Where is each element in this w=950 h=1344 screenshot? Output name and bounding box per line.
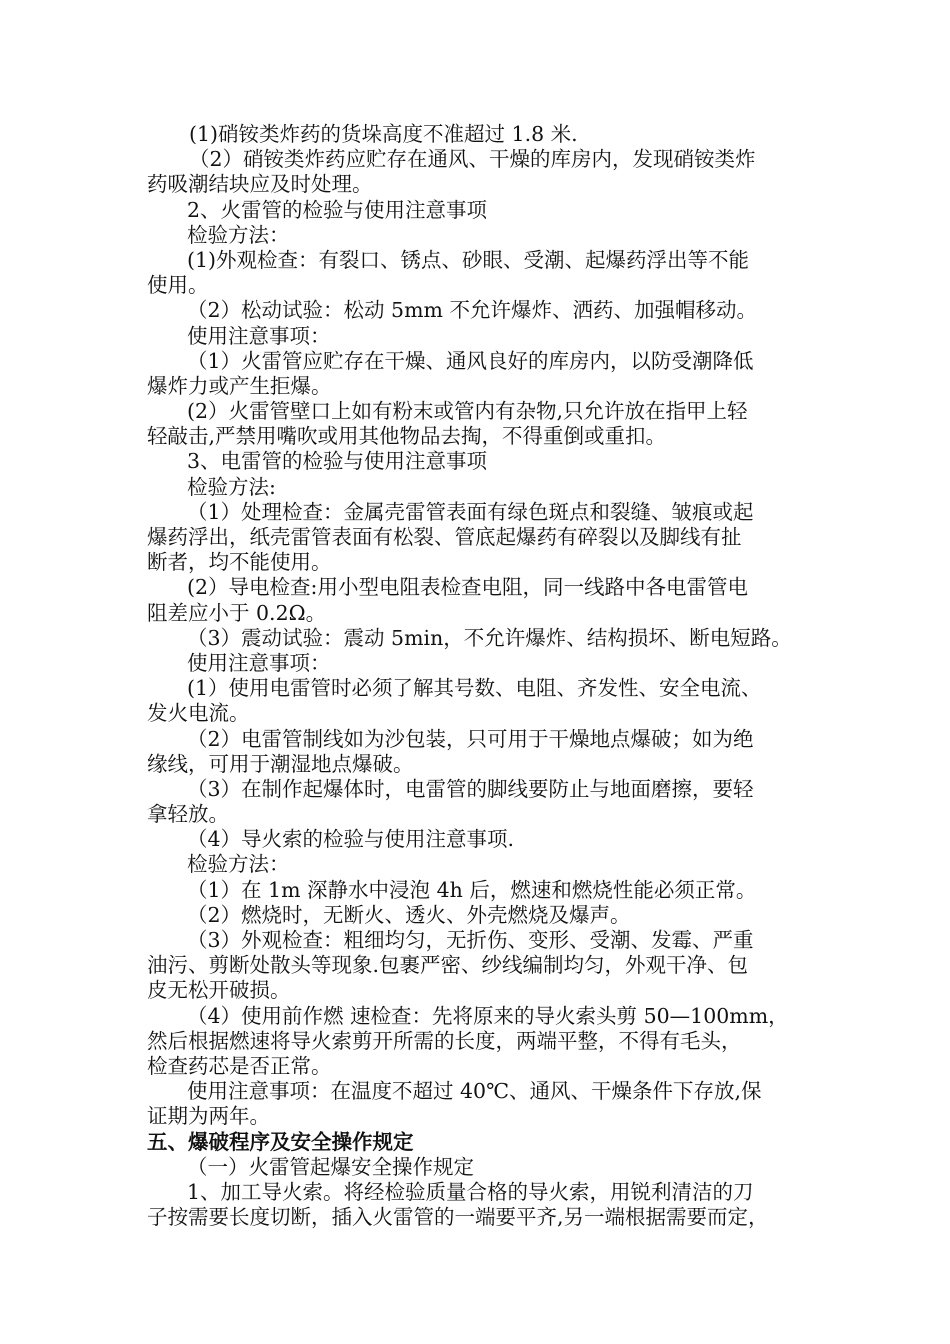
text-line: 检验方法： bbox=[187, 222, 290, 247]
text-line: 使用。 bbox=[147, 273, 209, 298]
text-line: （1）火雷管应贮存在干燥、通风良好的库房内，以防受潮降低 bbox=[187, 348, 754, 373]
document-body bbox=[147, 122, 827, 1230]
text-line: 爆炸力或产生拒爆。 bbox=[147, 373, 332, 398]
text-line: 缘线，可用于潮湿地点爆破。 bbox=[147, 751, 414, 776]
text-line: 3、电雷管的检验与使用注意事项 bbox=[187, 449, 488, 474]
text-line: （1）在 1m 深静水中浸泡 4h 后，燃速和燃烧性能必须正常。 bbox=[187, 877, 757, 902]
text-line: 子按需要长度切断，插入火雷管的一端要平齐,另一端根据需要而定， bbox=[147, 1205, 769, 1230]
text-line: 证期为两年。 bbox=[147, 1104, 270, 1129]
text-line: 油污、剪断处散头等现象.包裹严密、纱线编制均匀，外观干净、包 bbox=[147, 953, 749, 978]
text-line: （4）导火索的检验与使用注意事项. bbox=[187, 827, 515, 852]
text-line: （2）硝铵类炸药应贮存在通风、干燥的库房内，发现硝铵类炸 bbox=[189, 147, 756, 172]
text-line: 检验方法: bbox=[187, 474, 276, 499]
text-line: 1、加工导火索。将经检验质量合格的导火索，用锐利清洁的刀 bbox=[187, 1179, 754, 1204]
text-line: 爆药浮出，纸壳雷管表面有松裂、管底起爆药有碎裂以及脚线有扯 bbox=[147, 525, 742, 549]
text-line: 使用注意事项： bbox=[187, 323, 331, 348]
text-line: （2）电雷管制线如为沙包装，只可用于干燥地点爆破；如为绝 bbox=[187, 726, 754, 751]
text-line: (1)硝铵类炸药的货垛高度不准超过 1.8 米. bbox=[189, 122, 578, 146]
text-line: 拿轻放。 bbox=[147, 802, 229, 827]
text-line: 然后根据燃速将导火索剪开所需的长度，两端平整，不得有毛头， bbox=[147, 1028, 742, 1053]
text-line: （3）在制作起爆体时，电雷管的脚线要防止与地面磨擦，要轻 bbox=[187, 776, 754, 801]
text-line: (2）导电检查:用小型电阻表检查电阻，同一线路中各电雷管电 bbox=[187, 575, 748, 600]
text-line: （3）震动试验：震动 5min，不允许爆炸、结构损坏、断电短路。 bbox=[187, 625, 792, 650]
text-line: 阻差应小于 0.2Ω。 bbox=[147, 600, 327, 625]
text-line: 轻敲击,严禁用嘴吹或用其他物品去掏，不得重倒或重扣。 bbox=[147, 424, 667, 449]
text-line: (2）火雷管壁口上如有粉末或管内有杂物,只允许放在指甲上轻 bbox=[187, 399, 748, 424]
text-line: 检查药芯是否正常。 bbox=[147, 1053, 332, 1078]
text-line: 断者，均不能使用。 bbox=[147, 550, 332, 575]
text-line: 使用注意事项： bbox=[187, 650, 331, 675]
text-line: （3）外观检查：粗细均匀，无折伤、变形、受潮、发霉、严重 bbox=[187, 928, 754, 952]
text-line: 检验方法： bbox=[187, 852, 290, 877]
text-line: 药吸潮结块应及时处理。 bbox=[147, 172, 373, 197]
text-line: (1)外观检查：有裂口、锈点、砂眼、受潮、起爆药浮出等不能 bbox=[187, 247, 750, 272]
text-line: (1）使用电雷管时必须了解其号数、电阻、齐发性、安全电流、 bbox=[187, 676, 762, 701]
text-line: 皮无松开破损。 bbox=[147, 978, 291, 1003]
text-line: 发火电流。 bbox=[147, 701, 250, 726]
text-line: （2）松动试验：松动 5mm 不允许爆炸、洒药、加强帽移动。 bbox=[187, 298, 757, 323]
section-heading: 五、爆破程序及安全操作规定 bbox=[147, 1129, 414, 1154]
text-line: （4）使用前作燃 速检查：先将原来的导火索头剪 50—100mm， bbox=[187, 1003, 789, 1028]
text-line: 使用注意事项：在温度不超过 40℃、通风、干燥条件下存放,保 bbox=[187, 1079, 762, 1104]
text-line: （一）火雷管起爆安全操作规定 bbox=[187, 1154, 474, 1179]
text-line: （1）处理检查：金属壳雷管表面有绿色斑点和裂缝、皱痕或起 bbox=[187, 499, 754, 524]
text-line: 2、火雷管的检验与使用注意事项 bbox=[187, 197, 488, 222]
text-line: （2）燃烧时，无断火、透火、外壳燃烧及爆声。 bbox=[187, 902, 631, 927]
